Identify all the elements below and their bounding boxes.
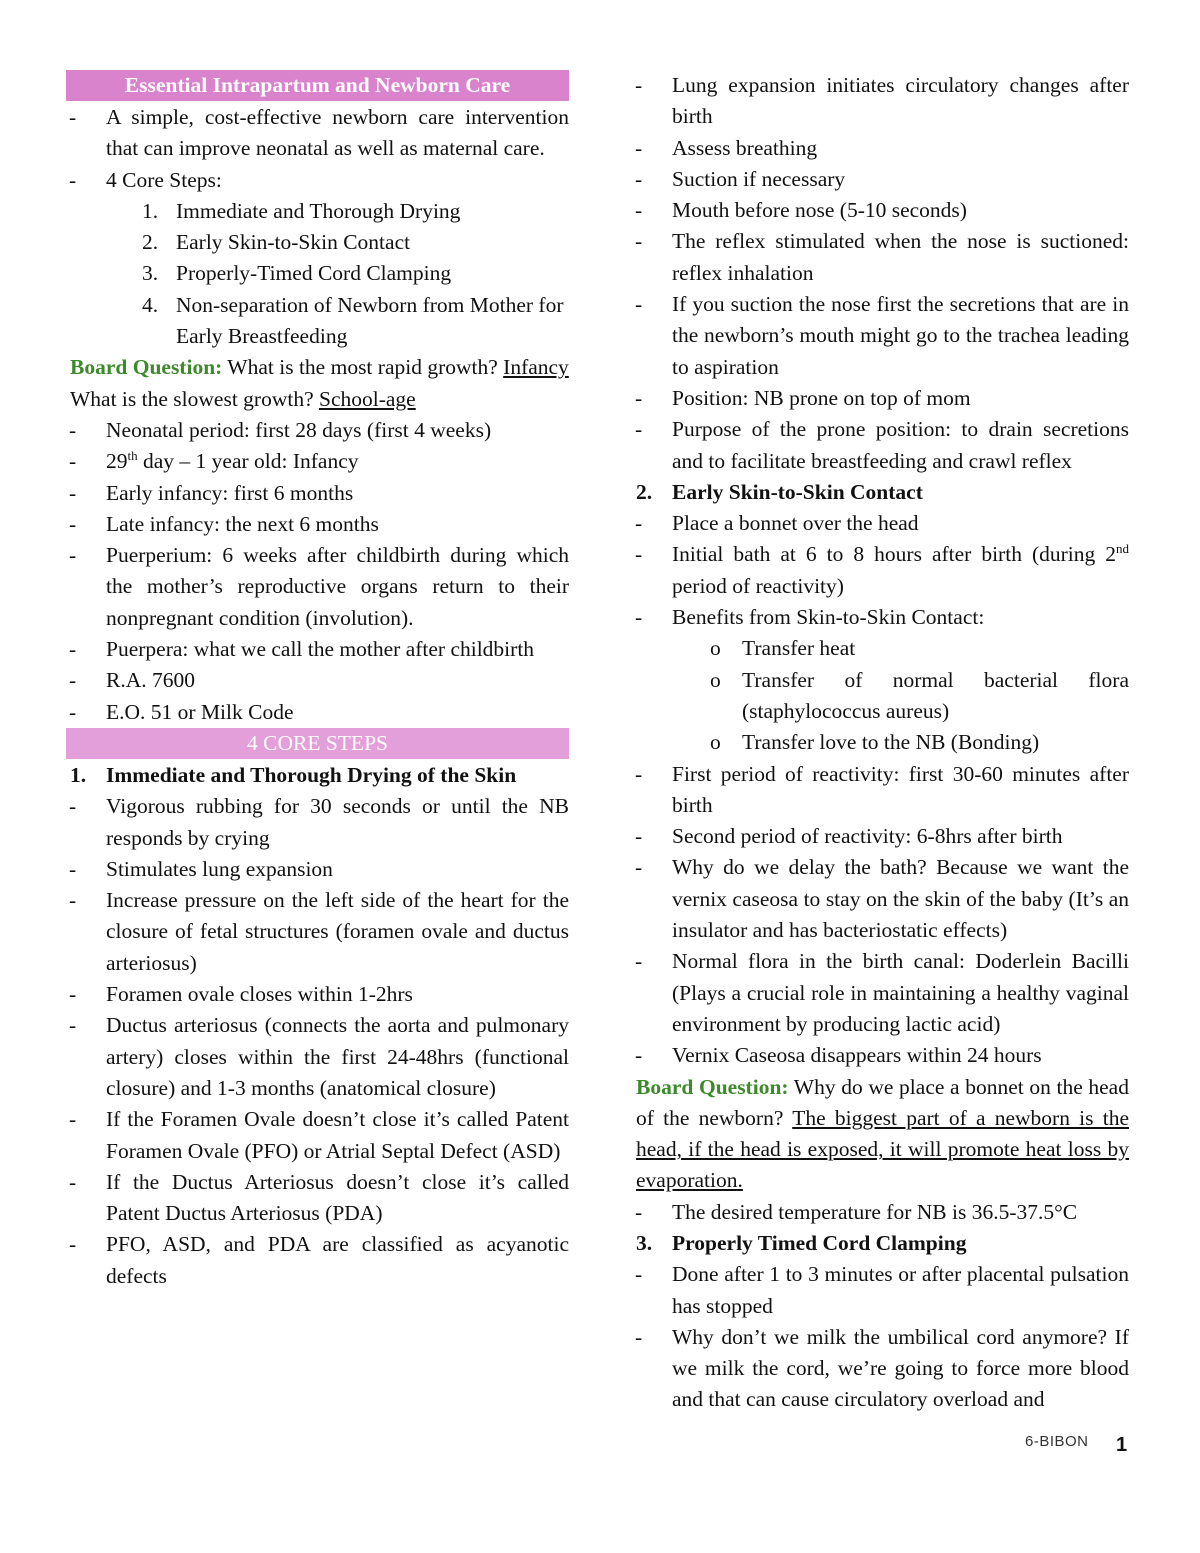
step-1-item: - The reflex stimulated when the nose is suctioned: reflex inhalation [632,226,1129,289]
step-1-item: - Ductus arteriosus (connects the aorta and pulmonary artery) closes within the first 24-48hrs (functional closure) and 1-3 months (anatomical closure) [66,1010,569,1104]
fact-item: - Early infancy: first 6 months [66,478,569,509]
core-step-item: 1. Immediate and Thorough Drying [142,198,461,223]
step-3-item: - Why don’t we milk the umbilical cord anymore? If we milk the cord, we’re going to force more blood and that can cause circulatory overload and [632,1322,1129,1416]
step-2-item: - First period of reactivity: first 30-60 minutes after birth [632,759,1129,822]
step-1-item: - Stimulates lung expansion [66,854,569,885]
step-1-item: - If you suction the nose first the secretions that are in the newborn’s mouth might go to the trachea leading to aspiration [632,289,1129,383]
core-step-item: 4. Non-separation of Newborn from Mother for Early Breastfeeding [142,292,564,349]
step-2-item: - Vernix Caseosa disappears within 24 hours [632,1040,1129,1071]
step-1-item: - Assess breathing [632,133,1129,164]
step-1-item: - Position: NB prone on top of mom [632,383,1129,414]
step-1-item: - PFO, ASD, and PDA are classified as acyanotic defects [66,1229,569,1292]
board-question-3: Board Question: Why do we place a bonnet on the head of the newborn? The biggest part of a newborn is the head, if the head is exposed, it will promote heat loss by evaporation. [636,1074,1129,1193]
fact-item: - 29th day – 1 year old: Infancy [66,446,569,477]
step-1-title: 1. Immediate and Thorough Drying of the Skin [70,762,517,787]
step-2-item: - Second period of reactivity: 6-8hrs after birth [632,821,1129,852]
step-2-item: - Place a bonnet over the head [632,508,1129,539]
step-1-item: - Vigorous rubbing for 30 seconds or until the NB responds by crying [66,791,569,854]
benefit-item: o Transfer heat [710,636,856,661]
step-1-item: - Foramen ovale closes within 1-2hrs [66,979,569,1010]
step-2-item: - Why do we delay the bath? Because we want the vernix caseosa to stay on the skin of the baby (It’s an insulator and has bacteriostatic effects) [632,852,1129,946]
board-question-2: What is the slowest growth? School-age [70,386,416,411]
step-2-title: 2. Early Skin-to-Skin Contact [636,479,923,504]
step-1-item: - If the Foramen Ovale doesn’t close it’s called Patent Foramen Ovale (PFO) or Atrial Septal Defect (ASD) [66,1104,569,1167]
step-1-item: - Lung expansion initiates circulatory changes after birth [632,70,1129,133]
board-question-1: Board Question: What is the most rapid growth? Infancy [70,355,569,380]
step-2-item: - Benefits from Skin-to-Skin Contact: [632,602,1129,633]
benefit-item: o Transfer love to the NB (Bonding) [710,730,1040,755]
fact-item: - Puerpera: what we call the mother after childbirth [66,634,569,665]
core-step-item: 3. Properly-Timed Cord Clamping [142,261,452,286]
fact-item: - Neonatal period: first 28 days (first 4 weeks) [66,415,569,446]
benefit-item: o Transfer of normal bacterial flora (staphylococcus aureus) [710,667,1129,723]
step-1-item: - Suction if necessary [632,164,1129,195]
right-column [632,70,1129,1416]
left-column [66,70,569,1292]
core-step-item: 2. Early Skin-to-Skin Contact [142,230,411,255]
fact-item: - R.A. 7600 [66,665,569,696]
footer-code: 6-BIBON [1025,1433,1089,1450]
step-1-item: - If the Ductus Arteriosus doesn’t close it’s called Patent Ductus Arteriosus (PDA) [66,1167,569,1230]
intro-item: - A simple, cost-effective newborn care intervention that can improve neonatal as well as maternal care. [66,102,569,165]
fact-item: - Puerperium: 6 weeks after childbirth during which the mother’s reproductive organs return to their nonpregnant condition (involution). [66,540,569,634]
page-number: 1 [1116,1434,1128,1456]
step-1-item: - Purpose of the prone position: to drain secretions and to facilitate breastfeeding and crawl reflex [632,414,1129,477]
step-2-item: - The desired temperature for NB is 36.5-37.5°C [632,1197,1129,1228]
section-header-eince: Essential Intrapartum and Newborn Care [66,70,569,101]
fact-item: - E.O. 51 or Milk Code [66,697,569,728]
step-3-title: 3. Properly Timed Cord Clamping [636,1230,967,1255]
step-1-item: - Mouth before nose (5-10 seconds) [632,195,1129,226]
fact-item: - Late infancy: the next 6 months [66,509,569,540]
step-2-item: - Normal flora in the birth canal: Doderlein Bacilli (Plays a crucial role in maintaining a healthy vaginal environment by producing lactic acid) [632,946,1129,1040]
section-header-core-steps: 4 CORE STEPS [66,728,569,759]
core-steps-label: - 4 Core Steps: [66,165,569,196]
step-3-item: - Done after 1 to 3 minutes or after placental pulsation has stopped [632,1259,1129,1322]
step-1-item: - Increase pressure on the left side of the heart for the closure of fetal structures (foramen ovale and ductus arteriosus) [66,885,569,979]
step-2-item: - Initial bath at 6 to 8 hours after birth (during 2nd period of reactivity) [632,539,1129,602]
